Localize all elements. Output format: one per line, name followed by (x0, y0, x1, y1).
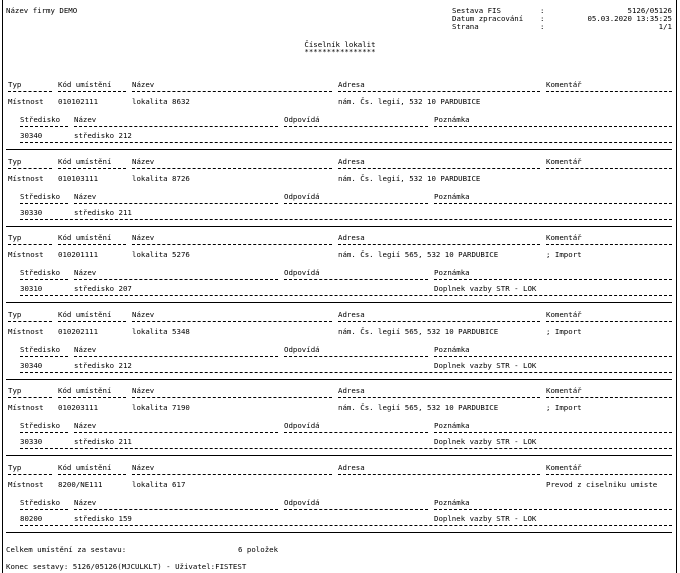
header-underline (8, 474, 52, 475)
record-stredisko-nazev: středisko 212 (74, 361, 132, 370)
record-stredisko: 30330 (20, 437, 43, 446)
record-adresa: nám. Čs. legií, 532 10 PARDUBICE (338, 174, 481, 183)
record-poznamka: Doplnek vazby STR - LOK (434, 437, 537, 446)
header-underline (546, 474, 672, 475)
col-header-nazev: Název (132, 463, 155, 472)
col-header-typ: Typ (8, 233, 22, 242)
header-underline (338, 244, 540, 245)
col-header-stredisko: Středisko (20, 268, 61, 277)
page-number-colon: : (540, 22, 545, 31)
record-nazev: lokalita 5348 (132, 327, 190, 336)
col-header-komentar: Komentář (546, 386, 582, 395)
sub-underline (74, 432, 278, 433)
header-underline (338, 397, 540, 398)
sub-underline (20, 356, 68, 357)
record-nazev: lokalita 8632 (132, 97, 190, 106)
sub-bottom-dash (20, 448, 672, 449)
header-underline (338, 321, 540, 322)
col-header-komentar: Komentář (546, 463, 582, 472)
processed-label: Datum zpracování (452, 14, 524, 23)
record-stredisko: 80200 (20, 514, 43, 523)
record-nazev: lokalita 617 (132, 480, 186, 489)
sub-underline (74, 279, 278, 280)
col-header-stredisko-nazev: Název (74, 268, 97, 277)
record-kod: 010103111 (58, 174, 99, 183)
sub-bottom-dash (20, 142, 672, 143)
col-header-odpovida: Odpovídá (284, 421, 320, 430)
col-header-stredisko: Středisko (20, 192, 61, 201)
header-underline (8, 397, 52, 398)
sub-bottom-dash (20, 372, 672, 373)
col-header-kod: Kód umístění (58, 310, 112, 319)
record-stredisko-nazev: středisko 159 (74, 514, 132, 523)
record-poznamka: Doplnek vazby STR - LOK (434, 361, 537, 370)
col-header-poznamka: Poznámka (434, 192, 470, 201)
page-right-border (676, 0, 677, 573)
sub-underline (284, 203, 428, 204)
header-underline (546, 321, 672, 322)
record-adresa: nám. Čs. legií, 532 10 PARDUBICE (338, 97, 481, 106)
report-title-underline: **************** (304, 47, 376, 56)
col-header-komentar: Komentář (546, 157, 582, 166)
record-komentar: ; Import (546, 403, 582, 412)
header-underline (58, 321, 126, 322)
record-nazev: lokalita 7190 (132, 403, 190, 412)
col-header-adresa: Adresa (338, 157, 365, 166)
record-separator (6, 302, 672, 303)
record-stredisko: 30340 (20, 361, 43, 370)
sub-bottom-dash (20, 219, 672, 220)
record-stredisko: 30330 (20, 208, 43, 217)
col-header-komentar: Komentář (546, 80, 582, 89)
col-header-adresa: Adresa (338, 386, 365, 395)
sub-underline (284, 126, 428, 127)
col-header-stredisko-nazev: Název (74, 192, 97, 201)
col-header-kod: Kód umístění (58, 157, 112, 166)
sub-underline (434, 126, 672, 127)
header-underline (546, 91, 672, 92)
header-underline (58, 397, 126, 398)
page-left-border (2, 0, 3, 573)
record-stredisko: 30310 (20, 284, 43, 293)
col-header-nazev: Název (132, 386, 155, 395)
total-value: 6 položek (238, 545, 279, 554)
sub-underline (284, 432, 428, 433)
header-underline (338, 91, 540, 92)
sub-underline (434, 279, 672, 280)
col-header-poznamka: Poznámka (434, 115, 470, 124)
sub-underline (74, 203, 278, 204)
record-nazev: lokalita 8726 (132, 174, 190, 183)
record-kod: 010203111 (58, 403, 99, 412)
company-name: Název firmy DEMO (6, 6, 78, 15)
col-header-kod: Kód umístění (58, 80, 112, 89)
col-header-kod: Kód umístění (58, 386, 112, 395)
col-header-typ: Typ (8, 463, 22, 472)
sub-underline (434, 509, 672, 510)
record-poznamka: Doplnek vazby STR - LOK (434, 514, 537, 523)
header-underline (546, 397, 672, 398)
sub-underline (284, 509, 428, 510)
record-typ: Místnost (8, 480, 44, 489)
record-komentar: ; Import (546, 327, 582, 336)
col-header-nazev: Název (132, 157, 155, 166)
header-underline (8, 91, 52, 92)
col-header-adresa: Adresa (338, 80, 365, 89)
header-underline (338, 168, 540, 169)
header-underline (132, 474, 332, 475)
record-stredisko-nazev: středisko 211 (74, 208, 132, 217)
record-separator (6, 532, 672, 533)
col-header-stredisko-nazev: Název (74, 345, 97, 354)
col-header-typ: Typ (8, 386, 22, 395)
record-stredisko: 30340 (20, 131, 43, 140)
col-header-komentar: Komentář (546, 310, 582, 319)
header-underline (132, 244, 332, 245)
sub-underline (284, 356, 428, 357)
record-separator (6, 149, 672, 150)
header-underline (58, 168, 126, 169)
header-underline (58, 244, 126, 245)
record-kod: 010102111 (58, 97, 99, 106)
record-typ: Místnost (8, 174, 44, 183)
col-header-adresa: Adresa (338, 463, 365, 472)
col-header-nazev: Název (132, 233, 155, 242)
sub-underline (434, 432, 672, 433)
col-header-kod: Kód umístění (58, 463, 112, 472)
header-underline (132, 321, 332, 322)
col-header-poznamka: Poznámka (434, 268, 470, 277)
col-header-poznamka: Poznámka (434, 421, 470, 430)
col-header-odpovida: Odpovídá (284, 115, 320, 124)
col-header-odpovida: Odpovídá (284, 268, 320, 277)
total-label: Celkem umístění za sestavu: (6, 545, 127, 554)
header-underline (338, 474, 540, 475)
col-header-nazev: Název (132, 310, 155, 319)
record-kod: 010201111 (58, 250, 99, 259)
sub-underline (74, 126, 278, 127)
record-adresa: nám. Čs. legií 565, 532 10 PARDUBICE (338, 250, 499, 259)
col-header-komentar: Komentář (546, 233, 582, 242)
record-stredisko-nazev: středisko 211 (74, 437, 132, 446)
sub-underline (434, 356, 672, 357)
sub-underline (20, 279, 68, 280)
header-underline (546, 244, 672, 245)
col-header-adresa: Adresa (338, 310, 365, 319)
sub-underline (20, 126, 68, 127)
col-header-stredisko: Středisko (20, 115, 61, 124)
col-header-stredisko-nazev: Název (74, 115, 97, 124)
report-colon: : (540, 6, 545, 15)
col-header-adresa: Adresa (338, 233, 365, 242)
processed-value: 05.03.2020 13:35:25 (587, 14, 672, 23)
record-separator (6, 455, 672, 456)
report-value: 5126/05126 (627, 6, 672, 15)
col-header-odpovida: Odpovídá (284, 498, 320, 507)
sub-underline (284, 279, 428, 280)
record-komentar: ; Import (546, 250, 582, 259)
header-underline (8, 244, 52, 245)
sub-underline (20, 203, 68, 204)
col-header-stredisko: Středisko (20, 421, 61, 430)
col-header-poznamka: Poznámka (434, 345, 470, 354)
col-header-nazev: Název (132, 80, 155, 89)
record-komentar: Prevod z ciselniku umiste (546, 480, 658, 489)
col-header-typ: Typ (8, 310, 22, 319)
col-header-stredisko: Středisko (20, 498, 61, 507)
col-header-odpovida: Odpovídá (284, 192, 320, 201)
report-title: Číselník lokalit (304, 40, 376, 49)
sub-underline (20, 509, 68, 510)
col-header-stredisko: Středisko (20, 345, 61, 354)
sub-underline (434, 203, 672, 204)
record-separator (6, 379, 672, 380)
report-label: Sestava FIS (452, 6, 501, 15)
record-adresa: nám. Čs. legií 565, 532 10 PARDUBICE (338, 327, 499, 336)
record-typ: Místnost (8, 97, 44, 106)
record-typ: Místnost (8, 403, 44, 412)
sub-underline (20, 432, 68, 433)
col-header-odpovida: Odpovídá (284, 345, 320, 354)
header-underline (8, 321, 52, 322)
col-header-typ: Typ (8, 157, 22, 166)
header-underline (58, 474, 126, 475)
record-poznamka: Doplnek vazby STR - LOK (434, 284, 537, 293)
header-underline (132, 91, 332, 92)
record-separator (6, 226, 672, 227)
header-underline (132, 397, 332, 398)
col-header-stredisko-nazev: Název (74, 421, 97, 430)
end-of-report: Konec sestavy: 5126/05126(MJCULKLT) - Uživatel:FISTEST (6, 562, 247, 571)
header-underline (132, 168, 332, 169)
record-typ: Místnost (8, 250, 44, 259)
record-adresa: nám. Čs. legií 565, 532 10 PARDUBICE (338, 403, 499, 412)
col-header-typ: Typ (8, 80, 22, 89)
col-header-stredisko-nazev: Název (74, 498, 97, 507)
record-stredisko-nazev: středisko 207 (74, 284, 132, 293)
record-stredisko-nazev: středisko 212 (74, 131, 132, 140)
record-nazev: lokalita 5276 (132, 250, 190, 259)
page-number-label: Strana (452, 22, 479, 31)
record-kod: 010202111 (58, 327, 99, 336)
header-underline (546, 168, 672, 169)
sub-bottom-dash (20, 525, 672, 526)
sub-underline (74, 356, 278, 357)
header-underline (58, 91, 126, 92)
record-typ: Místnost (8, 327, 44, 336)
col-header-poznamka: Poznámka (434, 498, 470, 507)
processed-colon: : (540, 14, 545, 23)
col-header-kod: Kód umístění (58, 233, 112, 242)
page-number-value: 1/1 (658, 22, 672, 31)
sub-underline (74, 509, 278, 510)
record-kod: 8200/NE111 (58, 480, 103, 489)
header-underline (8, 168, 52, 169)
sub-bottom-dash (20, 295, 672, 296)
